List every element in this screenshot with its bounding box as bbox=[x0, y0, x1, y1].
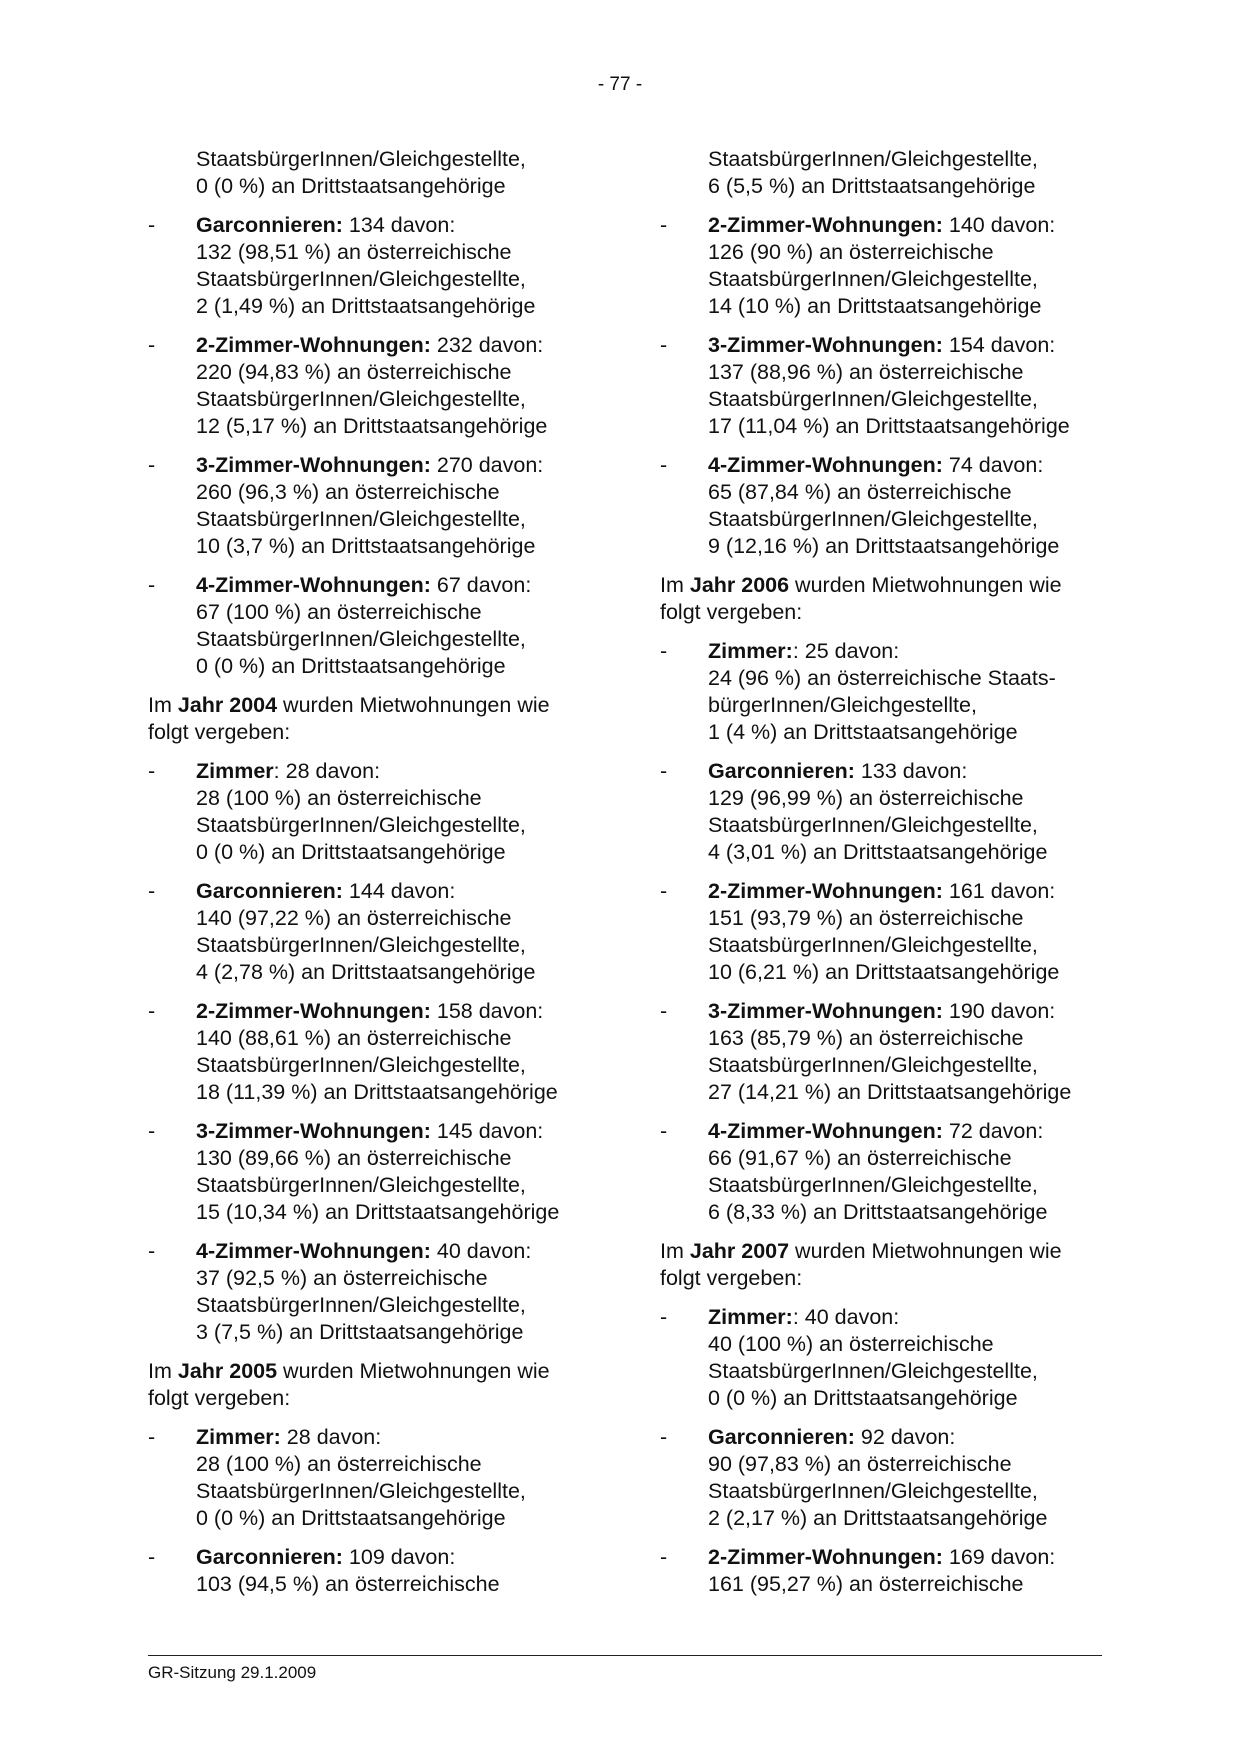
year-label: Jahr 2005 bbox=[177, 1359, 278, 1383]
item-label: 4-Zimmer-Wohnungen: bbox=[196, 573, 431, 597]
item-heading bbox=[196, 332, 688, 359]
item-label: Zimmer: bbox=[196, 1425, 281, 1449]
text-line: StaatsbürgerInnen/Gleichgestellte, bbox=[196, 1293, 526, 1317]
text-line: StaatsbürgerInnen/Gleichgestellte, bbox=[196, 387, 526, 411]
list-dash: - bbox=[660, 1425, 668, 1449]
text-line: StaatsbürgerInnen/Gleichgestellte, bbox=[708, 813, 1038, 837]
year-paragraph bbox=[660, 1238, 1200, 1292]
item-count: 145 davon: bbox=[430, 1119, 544, 1143]
text-line: StaatsbürgerInnen/Gleichgestellte, bbox=[196, 147, 526, 171]
item-count: : 25 davon: bbox=[792, 639, 900, 663]
item-count: 133 davon: bbox=[854, 759, 968, 783]
text-line: 40 (100 %) an österreichische bbox=[708, 1332, 994, 1356]
paragraph-first-line bbox=[660, 572, 1200, 599]
text-line: 4 (2,78 %) an Drittstaatsangehörige bbox=[196, 960, 536, 984]
text-line: 151 (93,79 %) an österreichische bbox=[708, 906, 1024, 930]
text-line: 0 (0 %) an Drittstaatsangehörige bbox=[196, 174, 506, 198]
item-label: 3-Zimmer-Wohnungen: bbox=[708, 333, 943, 357]
item-label: 4-Zimmer-Wohnungen: bbox=[708, 1119, 943, 1143]
item-heading bbox=[708, 878, 1200, 905]
text-line: 3 (7,5 %) an Drittstaatsangehörige bbox=[196, 1320, 524, 1344]
text-line: 137 (88,96 %) an österreichische bbox=[708, 360, 1024, 384]
item-count: : 40 davon: bbox=[792, 1305, 900, 1329]
text-line: 129 (96,99 %) an österreichische bbox=[708, 786, 1024, 810]
list-dash: - bbox=[660, 333, 668, 357]
list-item bbox=[660, 1424, 1200, 1532]
list-item bbox=[660, 332, 1200, 440]
text-line: 6 (5,5 %) an Drittstaatsangehörige bbox=[708, 174, 1036, 198]
text-line: 65 (87,84 %) an österreichische bbox=[708, 480, 1012, 504]
paragraph-first-line bbox=[148, 692, 688, 719]
list-item bbox=[148, 998, 688, 1106]
continuation-text bbox=[708, 146, 1200, 200]
item-count: 140 davon: bbox=[942, 213, 1056, 237]
item-label: 3-Zimmer-Wohnungen: bbox=[708, 999, 943, 1023]
list-dash: - bbox=[660, 1119, 668, 1143]
item-heading bbox=[708, 1424, 1200, 1451]
list-dash: - bbox=[660, 213, 668, 237]
text-line: 24 (96 %) an österreichische Staats- bbox=[708, 666, 1056, 690]
text-line: 2 (1,49 %) an Drittstaatsangehörige bbox=[196, 294, 536, 318]
item-heading bbox=[196, 1544, 688, 1571]
list-item bbox=[660, 998, 1200, 1106]
list-item bbox=[148, 1238, 688, 1346]
text-line: 9 (12,16 %) an Drittstaatsangehörige bbox=[708, 534, 1060, 558]
item-heading bbox=[708, 452, 1200, 479]
text-line: StaatsbürgerInnen/Gleichgestellte, bbox=[196, 1173, 526, 1197]
paragraph-first-line bbox=[660, 1238, 1200, 1265]
text-line: 220 (94,83 %) an österreichische bbox=[196, 360, 512, 384]
item-label: 3-Zimmer-Wohnungen: bbox=[196, 1119, 431, 1143]
item-label: Garconnieren: bbox=[196, 1545, 343, 1569]
list-item bbox=[148, 878, 688, 986]
text-line: StaatsbürgerInnen/Gleichgestellte, bbox=[196, 813, 526, 837]
item-heading bbox=[196, 572, 688, 599]
text-line: folgt vergeben: bbox=[660, 1266, 803, 1290]
item-label: 2-Zimmer-Wohnungen: bbox=[708, 879, 943, 903]
text-line: StaatsbürgerInnen/Gleichgestellte, bbox=[708, 1359, 1038, 1383]
list-dash: - bbox=[148, 1119, 156, 1143]
item-label: 4-Zimmer-Wohnungen: bbox=[196, 1239, 431, 1263]
text-line: StaatsbürgerInnen/Gleichgestellte, bbox=[708, 147, 1038, 171]
item-label: Garconnieren: bbox=[708, 1425, 855, 1449]
list-item bbox=[148, 452, 688, 560]
text-line: StaatsbürgerInnen/Gleichgestellte, bbox=[196, 267, 526, 291]
text-line: 28 (100 %) an österreichische bbox=[196, 786, 482, 810]
list-item bbox=[660, 452, 1200, 560]
text-line: 126 (90 %) an österreichische bbox=[708, 240, 994, 264]
item-heading bbox=[196, 452, 688, 479]
text-line: bürgerInnen/Gleichgestellte, bbox=[708, 693, 977, 717]
item-heading bbox=[196, 878, 688, 905]
text-line: StaatsbürgerInnen/Gleichgestellte, bbox=[196, 627, 526, 651]
text-line: 260 (96,3 %) an österreichische bbox=[196, 480, 500, 504]
item-heading bbox=[196, 1238, 688, 1265]
item-label: 2-Zimmer-Wohnungen: bbox=[196, 999, 431, 1023]
text-line: StaatsbürgerInnen/Gleichgestellte, bbox=[196, 1479, 526, 1503]
text-line: 14 (10 %) an Drittstaatsangehörige bbox=[708, 294, 1042, 318]
list-dash: - bbox=[660, 1545, 668, 1569]
list-item bbox=[660, 212, 1200, 320]
item-heading bbox=[708, 1304, 1200, 1331]
text-line: 163 (85,79 %) an österreichische bbox=[708, 1026, 1024, 1050]
year-paragraph bbox=[148, 692, 688, 746]
item-label: Zimmer bbox=[196, 759, 274, 783]
list-dash: - bbox=[660, 639, 668, 663]
item-count: 134 davon: bbox=[342, 213, 456, 237]
item-count: 158 davon: bbox=[430, 999, 544, 1023]
paragraph-first-line bbox=[148, 1358, 688, 1385]
paragraph-prefix: Im bbox=[660, 1239, 690, 1263]
text-line: 130 (89,66 %) an österreichische bbox=[196, 1146, 512, 1170]
list-dash: - bbox=[660, 999, 668, 1023]
item-count: 40 davon: bbox=[430, 1239, 532, 1263]
paragraph-suffix: wurden Mietwohnungen wie bbox=[277, 693, 550, 717]
text-line: 67 (100 %) an österreichische bbox=[196, 600, 482, 624]
text-line: 28 (100 %) an österreichische bbox=[196, 1452, 482, 1476]
text-line: 0 (0 %) an Drittstaatsangehörige bbox=[196, 1506, 506, 1530]
text-line: StaatsbürgerInnen/Gleichgestellte, bbox=[708, 1173, 1038, 1197]
text-line: StaatsbürgerInnen/Gleichgestellte, bbox=[196, 1053, 526, 1077]
text-line: StaatsbürgerInnen/Gleichgestellte, bbox=[708, 267, 1038, 291]
item-heading bbox=[708, 758, 1200, 785]
list-dash: - bbox=[148, 453, 156, 477]
item-label: Garconnieren: bbox=[196, 879, 343, 903]
item-count: 92 davon: bbox=[854, 1425, 956, 1449]
item-heading bbox=[196, 758, 688, 785]
list-item bbox=[148, 1544, 688, 1598]
text-line: 0 (0 %) an Drittstaatsangehörige bbox=[196, 840, 506, 864]
text-line: 140 (97,22 %) an österreichische bbox=[196, 906, 512, 930]
item-count: 154 davon: bbox=[942, 333, 1056, 357]
item-heading bbox=[708, 212, 1200, 239]
left-column bbox=[148, 146, 688, 1610]
text-line: 66 (91,67 %) an österreichische bbox=[708, 1146, 1012, 1170]
text-line: 27 (14,21 %) an Drittstaatsangehörige bbox=[708, 1080, 1072, 1104]
item-label: 2-Zimmer-Wohnungen: bbox=[708, 1545, 943, 1569]
text-line: folgt vergeben: bbox=[660, 600, 803, 624]
item-heading bbox=[196, 1118, 688, 1145]
list-item bbox=[660, 638, 1200, 746]
list-dash: - bbox=[148, 213, 156, 237]
item-count: 232 davon: bbox=[430, 333, 544, 357]
item-label: 2-Zimmer-Wohnungen: bbox=[708, 213, 943, 237]
item-heading bbox=[708, 1118, 1200, 1145]
item-count: 72 davon: bbox=[942, 1119, 1044, 1143]
text-line: 0 (0 %) an Drittstaatsangehörige bbox=[196, 654, 506, 678]
item-count: 74 davon: bbox=[942, 453, 1044, 477]
text-line: 12 (5,17 %) an Drittstaatsangehörige bbox=[196, 414, 548, 438]
list-dash: - bbox=[660, 453, 668, 477]
list-item bbox=[148, 1118, 688, 1226]
footer-text: GR-Sitzung 29.1.2009 bbox=[148, 1663, 317, 1682]
text-line: StaatsbürgerInnen/Gleichgestellte, bbox=[196, 933, 526, 957]
continuation-text bbox=[196, 146, 688, 200]
text-line: StaatsbürgerInnen/Gleichgestellte, bbox=[708, 1479, 1038, 1503]
year-label: Jahr 2004 bbox=[177, 693, 278, 717]
text-line: StaatsbürgerInnen/Gleichgestellte, bbox=[196, 507, 526, 531]
text-line: 1 (4 %) an Drittstaatsangehörige bbox=[708, 720, 1018, 744]
year-paragraph bbox=[660, 572, 1200, 626]
item-heading bbox=[708, 332, 1200, 359]
list-dash: - bbox=[148, 759, 156, 783]
list-dash: - bbox=[148, 573, 156, 597]
paragraph-prefix: Im bbox=[148, 1359, 178, 1383]
list-dash: - bbox=[148, 999, 156, 1023]
text-line: 140 (88,61 %) an österreichische bbox=[196, 1026, 512, 1050]
item-label: 4-Zimmer-Wohnungen: bbox=[708, 453, 943, 477]
list-item bbox=[660, 878, 1200, 986]
item-label: 3-Zimmer-Wohnungen: bbox=[196, 453, 431, 477]
text-line: folgt vergeben: bbox=[148, 1386, 291, 1410]
text-line: 90 (97,83 %) an österreichische bbox=[708, 1452, 1012, 1476]
text-line: 103 (94,5 %) an österreichische bbox=[196, 1572, 500, 1596]
item-label: Zimmer: bbox=[708, 639, 793, 663]
item-label: Garconnieren: bbox=[708, 759, 855, 783]
list-item bbox=[660, 758, 1200, 866]
item-heading bbox=[708, 1544, 1200, 1571]
text-line: 10 (6,21 %) an Drittstaatsangehörige bbox=[708, 960, 1060, 984]
item-label: Zimmer: bbox=[708, 1305, 793, 1329]
item-label: 2-Zimmer-Wohnungen: bbox=[196, 333, 431, 357]
item-label: Garconnieren: bbox=[196, 213, 343, 237]
item-count: 270 davon: bbox=[430, 453, 544, 477]
list-dash: - bbox=[148, 333, 156, 357]
year-paragraph bbox=[148, 1358, 688, 1412]
text-line: 37 (92,5 %) an österreichische bbox=[196, 1266, 488, 1290]
item-count: 28 davon: bbox=[280, 1425, 382, 1449]
item-count: 109 davon: bbox=[342, 1545, 456, 1569]
text-line: 17 (11,04 %) an Drittstaatsangehörige bbox=[708, 414, 1070, 438]
text-line: 132 (98,51 %) an österreichische bbox=[196, 240, 512, 264]
footer-divider bbox=[148, 1655, 1102, 1656]
right-column bbox=[660, 146, 1200, 1610]
item-count: 169 davon: bbox=[942, 1545, 1056, 1569]
list-dash: - bbox=[660, 1305, 668, 1329]
text-line: StaatsbürgerInnen/Gleichgestellte, bbox=[708, 933, 1038, 957]
list-dash: - bbox=[148, 1239, 156, 1263]
paragraph-prefix: Im bbox=[148, 693, 178, 717]
item-heading bbox=[708, 638, 1200, 665]
item-heading bbox=[708, 998, 1200, 1025]
page-number: - 77 - bbox=[597, 74, 643, 95]
list-item bbox=[660, 1304, 1200, 1412]
list-dash: - bbox=[660, 879, 668, 903]
text-line: 6 (8,33 %) an Drittstaatsangehörige bbox=[708, 1200, 1048, 1224]
item-heading bbox=[196, 1424, 688, 1451]
list-item bbox=[148, 1424, 688, 1532]
text-line: StaatsbürgerInnen/Gleichgestellte, bbox=[708, 1053, 1038, 1077]
paragraph-prefix: Im bbox=[660, 573, 690, 597]
list-dash: - bbox=[148, 1425, 156, 1449]
list-dash: - bbox=[148, 1545, 156, 1569]
text-line: 161 (95,27 %) an österreichische bbox=[708, 1572, 1024, 1596]
item-count: 144 davon: bbox=[342, 879, 456, 903]
item-count: 67 davon: bbox=[430, 573, 532, 597]
list-item bbox=[148, 332, 688, 440]
item-count: : 28 davon: bbox=[273, 759, 381, 783]
list-item bbox=[660, 1544, 1200, 1598]
item-count: 161 davon: bbox=[942, 879, 1056, 903]
list-dash: - bbox=[148, 879, 156, 903]
paragraph-suffix: wurden Mietwohnungen wie bbox=[789, 1239, 1062, 1263]
paragraph-suffix: wurden Mietwohnungen wie bbox=[277, 1359, 550, 1383]
year-label: Jahr 2007 bbox=[689, 1239, 790, 1263]
year-label: Jahr 2006 bbox=[689, 573, 790, 597]
list-dash: - bbox=[660, 759, 668, 783]
item-heading bbox=[196, 212, 688, 239]
text-line: 2 (2,17 %) an Drittstaatsangehörige bbox=[708, 1506, 1048, 1530]
item-heading bbox=[196, 998, 688, 1025]
text-line: 15 (10,34 %) an Drittstaatsangehörige bbox=[196, 1200, 560, 1224]
text-line: 4 (3,01 %) an Drittstaatsangehörige bbox=[708, 840, 1048, 864]
list-item bbox=[660, 1118, 1200, 1226]
list-item bbox=[148, 758, 688, 866]
text-line: StaatsbürgerInnen/Gleichgestellte, bbox=[708, 387, 1038, 411]
item-count: 190 davon: bbox=[942, 999, 1056, 1023]
text-line: 10 (3,7 %) an Drittstaatsangehörige bbox=[196, 534, 536, 558]
list-item bbox=[148, 212, 688, 320]
list-item bbox=[148, 572, 688, 680]
paragraph-suffix: wurden Mietwohnungen wie bbox=[789, 573, 1062, 597]
text-line: StaatsbürgerInnen/Gleichgestellte, bbox=[708, 507, 1038, 531]
text-line: 18 (11,39 %) an Drittstaatsangehörige bbox=[196, 1080, 558, 1104]
text-line: folgt vergeben: bbox=[148, 720, 291, 744]
text-line: 0 (0 %) an Drittstaatsangehörige bbox=[708, 1386, 1018, 1410]
